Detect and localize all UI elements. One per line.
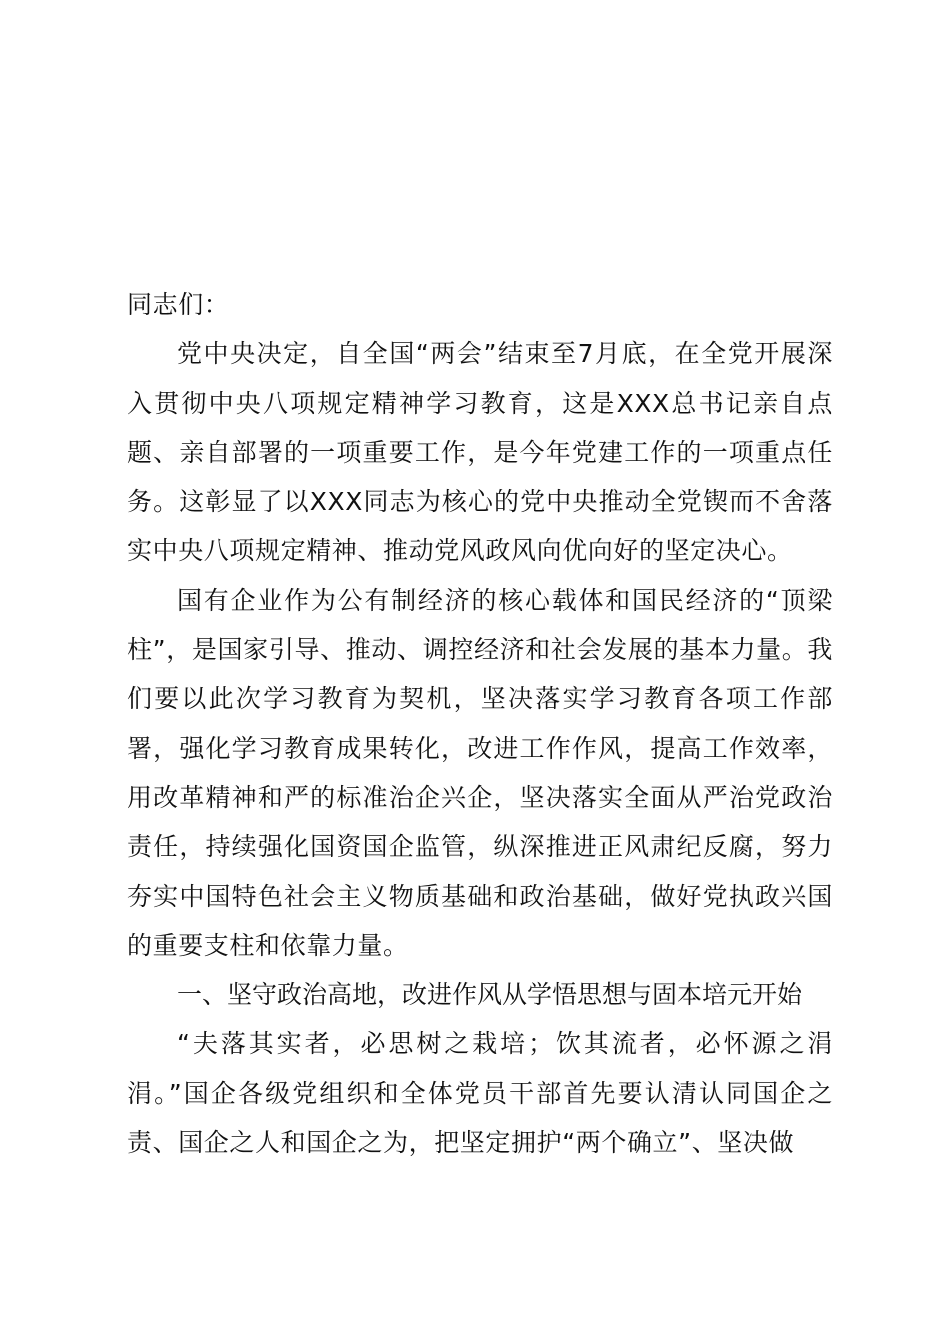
paragraph-decision: 党中央决定，自全国“两会”结束至7月底，在全党开展深入贯彻中央八项规定精神学习教育，这是XXX总书记亲自点题、亲自部署的一项重要工作，是今年党建工作的一项重点任务。这彰显了以XXX同志为核心的党中央推动全党锲而不舍落实中央八项规定精神、推动党风政风向优向好的坚定决心。	[127, 339, 833, 566]
section-heading: 一、坚守政治高地，改进作风从学悟思想与固本培元开始	[177, 980, 803, 1010]
salutation: 同志们：	[127, 290, 230, 319]
document-body	[127, 280, 833, 1167]
paragraph-soe-role: 国有企业作为公有制经济的核心载体和国民经济的“顶梁柱”，是国家引导、推动、调控经济和社会发展的基本力量。我们要以此次学习教育为契机，坚决落实学习教育各项工作部署，强化学习教育成果转化，改进工作作风，提高工作效率，用改革精神和严的标准治企兴企，坚决落实全面从严治党政治责任，持续强化国资国企监管，纵深推进正风肃纪反腐，努力夯实中国特色社会主义物质基础和政治基础，做好党执政兴国的重要支柱和依靠力量。	[127, 585, 833, 960]
section-paragraph: “夫落其实者，必思树之栽培；饮其流者，必怀源之涓涓。”国企各级党组织和全体党员干部首先要认清认同国企之责、国企之人和国企之为，把坚定拥护“两个确立”、坚决做	[127, 1029, 833, 1158]
